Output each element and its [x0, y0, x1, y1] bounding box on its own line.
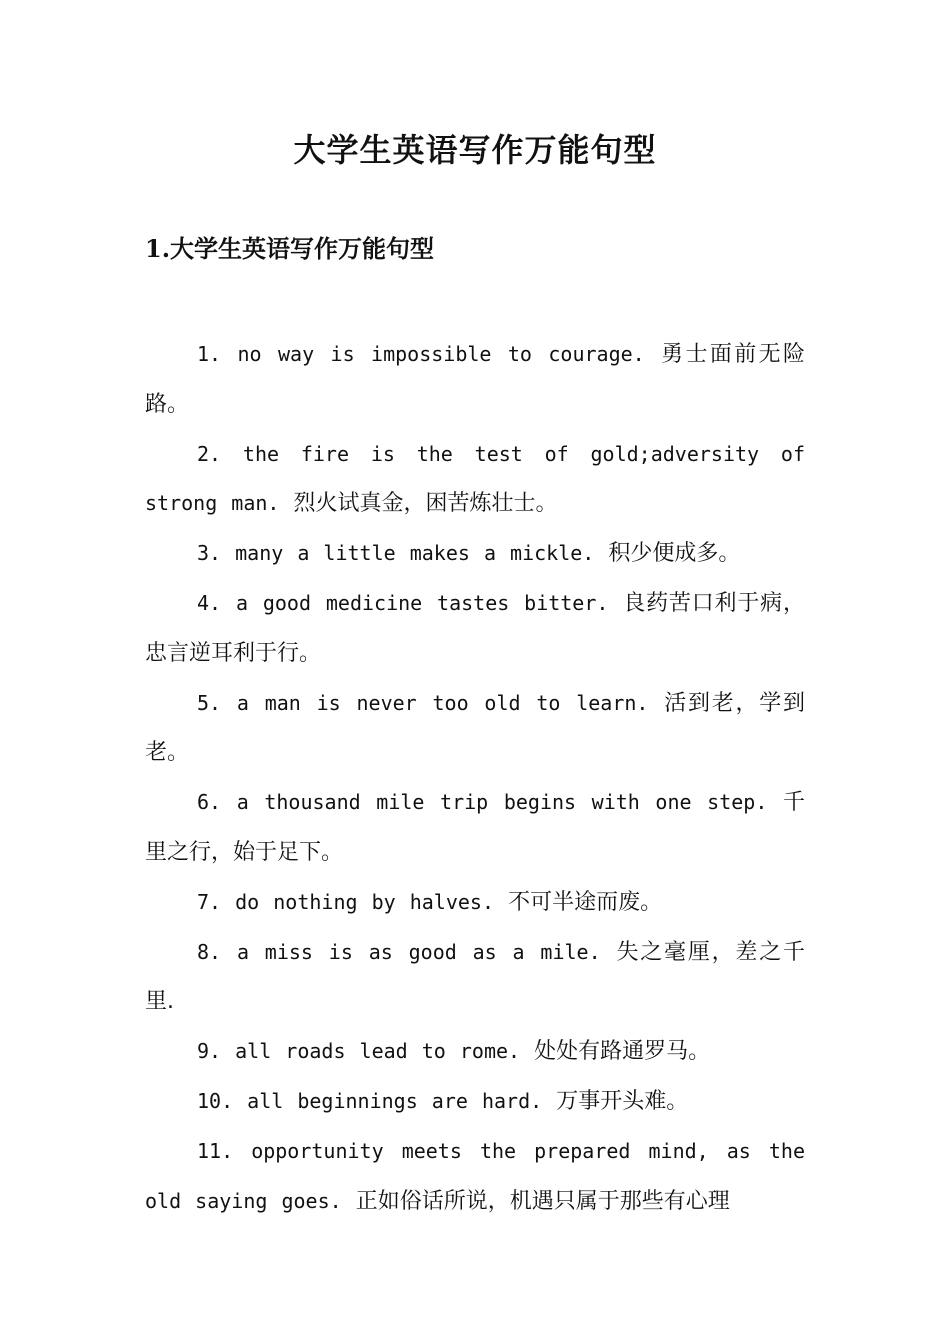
item-chinese: 正如俗话所说，机遇只属于那些有心理: [355, 1188, 730, 1214]
item-english: all roads lead to rome.: [235, 1039, 521, 1064]
item-chinese: 失之毫厘，差之千里.: [145, 939, 805, 1015]
item-number: 3.: [197, 541, 222, 566]
item-number: 2.: [197, 441, 222, 466]
section-heading: 1.大学生英语写作万能句型: [145, 234, 435, 263]
item-english: a good medicine tastes bitter.: [235, 590, 609, 615]
item-english: opportunity meets the prepared mind, as the old saying goes.: [145, 1138, 806, 1213]
item-english: a man is never too old to learn.: [236, 690, 649, 715]
item-chinese: 处处有路通罗马。: [534, 1039, 711, 1065]
item-english: do nothing by halves.: [235, 889, 495, 914]
list-item: [145, 1077, 805, 1127]
item-chinese: 活到老，学到老。: [145, 690, 805, 766]
item-number: 9.: [197, 1039, 222, 1064]
item-english: a thousand mile trip begins with one step.: [236, 790, 768, 815]
list-item: [145, 529, 805, 579]
list-item: [145, 430, 805, 530]
item-english: all beginnings are hard.: [247, 1088, 543, 1113]
item-number: 10.: [197, 1088, 234, 1113]
item-number: 4.: [197, 590, 222, 615]
list-item: [145, 928, 805, 1028]
item-number: 5.: [197, 690, 222, 715]
list-item: [145, 1027, 805, 1077]
list-item: [145, 878, 805, 928]
item-number: 1.: [197, 342, 222, 366]
list-item: [145, 579, 805, 679]
item-chinese: 烈火试真金，困苦炼壮士。: [293, 491, 558, 517]
item-chinese: 积少便成多。: [608, 541, 741, 567]
item-chinese: 勇士面前无险路。: [145, 342, 805, 417]
item-number: 7.: [197, 889, 222, 914]
list-item: [145, 778, 805, 878]
item-number: 8.: [197, 939, 222, 964]
list-item: [145, 330, 805, 430]
list-item: [145, 679, 805, 779]
proverb-list: [145, 330, 805, 1226]
item-english: no way is impossible to courage.: [237, 342, 645, 366]
item-number: 11.: [197, 1138, 234, 1163]
page-title: 大学生英语写作万能句型: [293, 131, 657, 169]
item-chinese: 良药苦口利于病，忠言逆耳利于行。: [145, 590, 805, 666]
list-item: [145, 1127, 805, 1227]
item-english: many a little makes a mickle.: [235, 541, 595, 566]
item-chinese: 不可半途而废。: [508, 889, 663, 915]
item-english: the fire is the test of gold;adversity of strong man.: [145, 441, 805, 516]
item-english: a miss is as good as a mile.: [236, 939, 601, 964]
item-number: 6.: [197, 790, 222, 815]
item-chinese: 万事开头难。: [556, 1088, 689, 1114]
item-chinese: 千里之行，始于足下。: [145, 790, 805, 865]
